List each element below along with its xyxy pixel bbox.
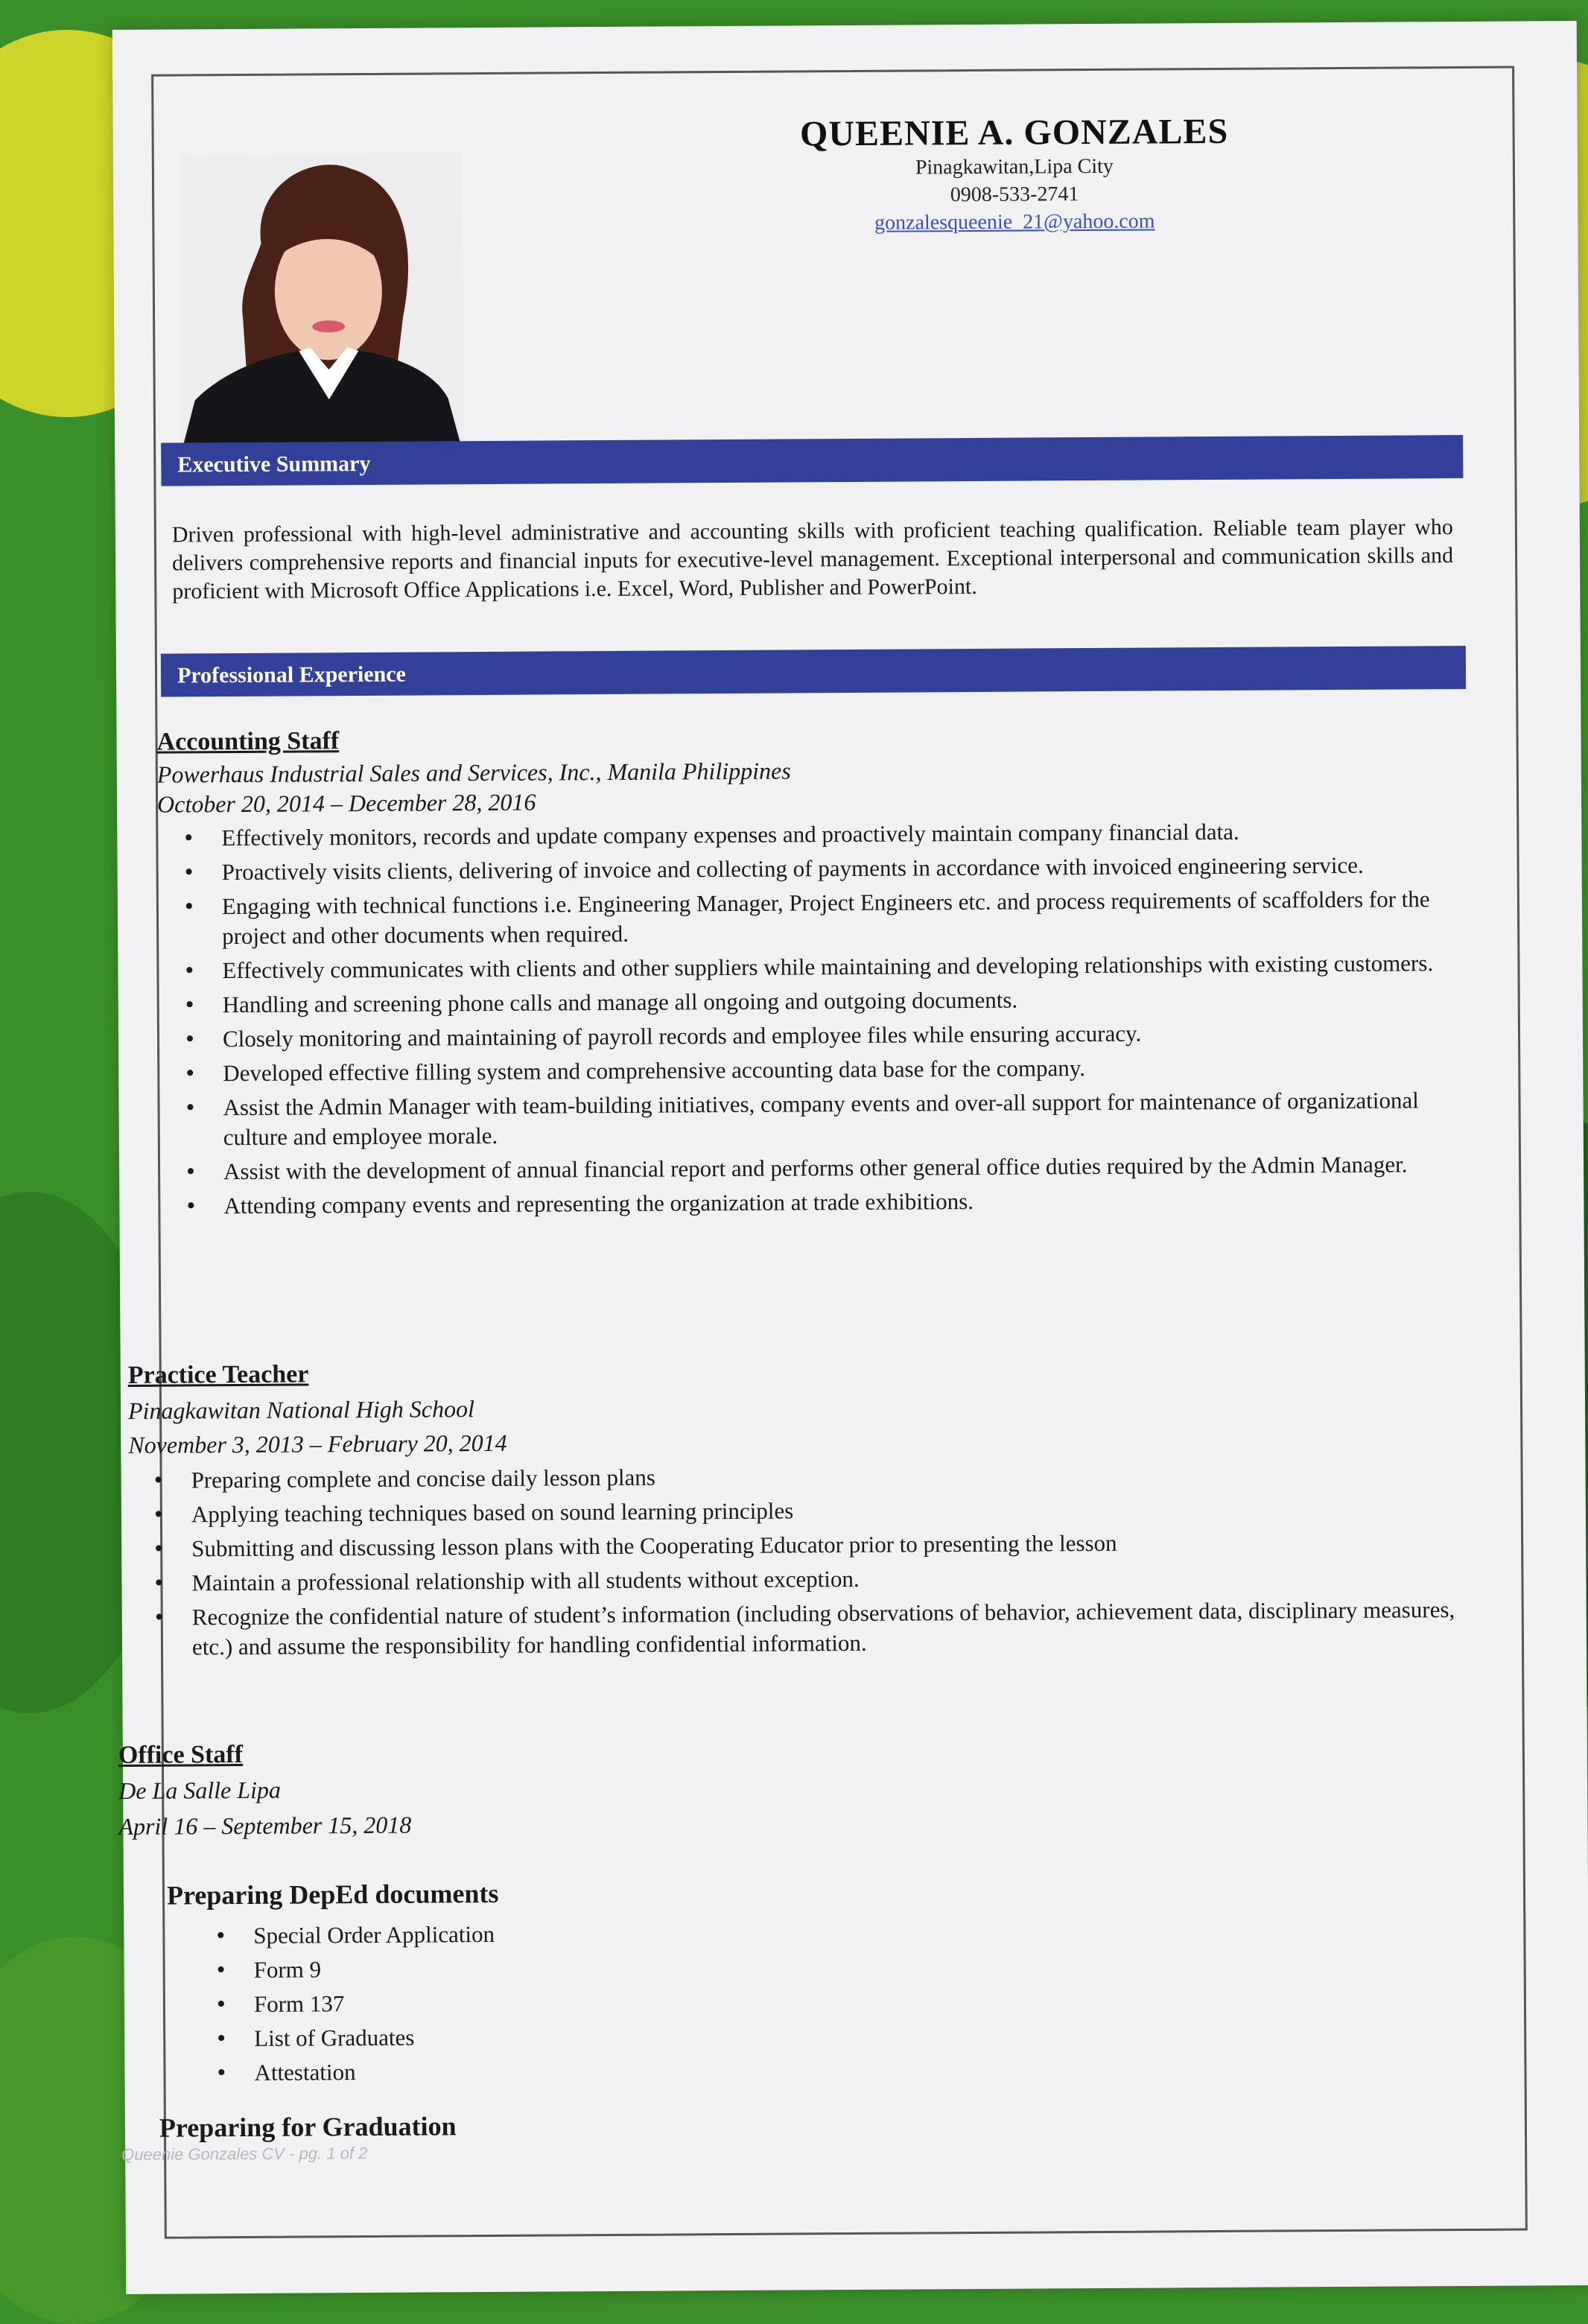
job-company: De La Salle Lipa	[118, 1776, 282, 1805]
resume-page	[112, 21, 1588, 2294]
list-item: • Assist with the development of annual financial report and performs other general office duties required by the Admin Manager.	[186, 1149, 1482, 1187]
list-item: • Preparing complete and concise daily lesson plans	[154, 1458, 1480, 1496]
task-subheading-2: Preparing for Graduation	[159, 2111, 457, 2143]
section-heading-experience: Professional Experience	[161, 646, 1466, 697]
job-company: Powerhaus Industrial Sales and Services, Inc., Manila Philippines	[156, 757, 791, 788]
list-item: • Engaging with technical functions i.e. Engineering Manager, Project Engineers etc. and process requirements of scaffolders for the project and other documents when required.	[185, 884, 1481, 952]
task-subheading: Preparing DepEd documents	[166, 1878, 499, 1911]
job-duties-list	[154, 1458, 1481, 1667]
list-item: • Maintain a professional relationship with all students without exception.	[154, 1561, 1480, 1598]
page-footer: Queenie Gonzales CV - pg. 1 of 2	[121, 2143, 368, 2165]
list-item: • Form 137	[217, 1987, 738, 2019]
list-item: • Recognize the confidential nature of student’s information (including observations of behavior, achievement data, disciplinary measures, etc.) and assume the responsibility for handling confidential information.	[155, 1595, 1481, 1663]
summary-text: Driven professional with high-level administrative and accounting skills with proficient teaching qualification. Reliable team player who delivers comprehensive reports and financial inputs for executive-level management. Exceptional interpersonal and communication skills and proficient with Microsoft Office Applications i.e. Excel, Word, Publisher and PowerPoint.	[171, 515, 1454, 604]
list-item: • Special Order Application	[216, 1918, 737, 1951]
job-duties-list	[184, 816, 1482, 1226]
job-dates: April 16 – September 15, 2018	[118, 1811, 412, 1841]
list-item: • Handling and screening phone calls and manage all ongoing and outgoing documents.	[185, 982, 1481, 1020]
job-title: Accounting Staff	[156, 727, 340, 756]
address: Pinagkawitan,Lipa City	[915, 154, 1114, 180]
email-link[interactable]: gonzalesqueenie_21@yahoo.com	[874, 209, 1155, 235]
list-item: • Form 9	[217, 1952, 738, 1985]
job-title: Practice Teacher	[127, 1360, 309, 1389]
list-item: • Attestation	[217, 2055, 738, 2088]
list-item: • Assist the Admin Manager with team-building initiatives, company events and over-all support for maintenance of organizational culture and employee morale.	[185, 1085, 1481, 1153]
list-item: • Developed effective filling system and comprehensive accounting data base for the company.	[185, 1051, 1481, 1089]
list-item: • Submitting and discussing lesson plans with the Cooperating Educator prior to presenting the lesson	[154, 1526, 1480, 1564]
candidate-name: QUEENIE A. GONZALES	[799, 111, 1229, 154]
job-title: Office Staff	[118, 1741, 244, 1770]
job-dates: October 20, 2014 – December 28, 2016	[156, 788, 536, 818]
phone-number: 0908-533-2741	[950, 182, 1079, 207]
profile-photo	[179, 153, 463, 457]
list-item: • List of Graduates	[217, 2021, 738, 2054]
portrait-image	[179, 153, 463, 456]
list-item: • Applying teaching techniques based on sound learning principles	[154, 1492, 1480, 1530]
documents-list	[216, 1918, 738, 2092]
list-item: • Proactively visits clients, delivering of invoice and collecting of payments in accordance with invoiced engineering service.	[185, 850, 1481, 888]
list-item: • Effectively communicates with clients and other suppliers while maintaining and developing relationships with existing customers.	[185, 948, 1481, 986]
list-item: • Effectively monitors, records and update company expenses and proactively maintain company financial data.	[184, 816, 1480, 854]
list-item: • Attending company events and representing the organization at trade exhibitions.	[186, 1184, 1482, 1222]
resume-header	[604, 109, 1424, 238]
job-company: Pinagkawitan National High School	[127, 1395, 475, 1424]
list-item: • Closely monitoring and maintaining of payroll records and employee files while ensuring accuracy.	[185, 1017, 1481, 1055]
job-dates: November 3, 2013 – February 20, 2014	[128, 1429, 507, 1458]
section-heading-summary: Executive Summary	[161, 435, 1463, 486]
